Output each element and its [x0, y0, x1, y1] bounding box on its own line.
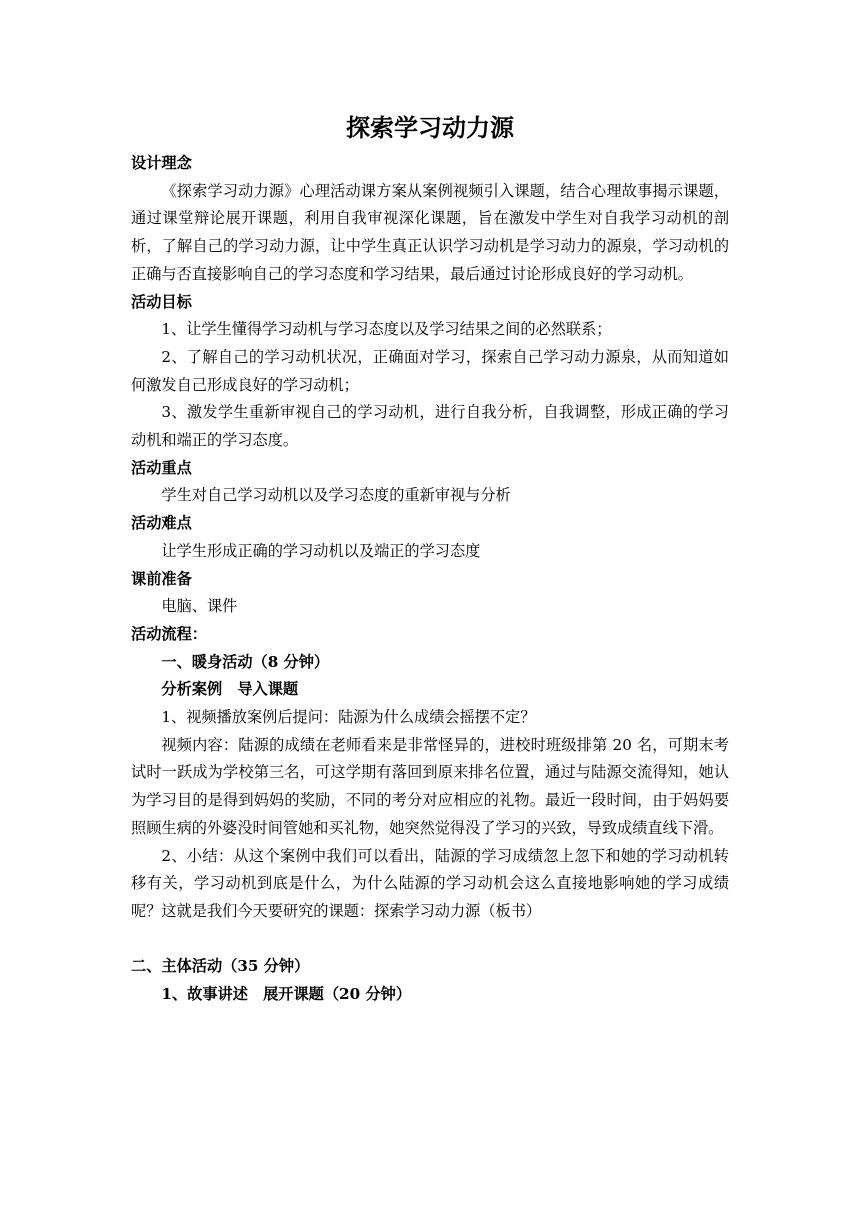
focus-heading: 活动重点	[131, 458, 192, 477]
prep-paragraph: 电脑、课件	[161, 597, 238, 616]
warmup-question: 1、视频播放案例后提问：陆源为什么成绩会摇摆不定？	[161, 708, 536, 727]
goal-item-2: 2、了解自己的学习动机状况，正确面对学习，探索自己学习动力源泉，从而知道如何激发自己形成良好的学习动机；	[131, 347, 729, 394]
goal-item-3: 3、激发学生重新审视自己的学习动机，进行自我分析，自我调整，形成正确的学习动机和端正的学习态度。	[131, 403, 729, 450]
summary-paragraph: 2、小结：从这个案例中我们可以看出，陆源的学习成绩忽上忽下和她的学习动机转移有关，学习动机到底是什么，为什么陆源的学习动机会这么直接地影响她的学习成绩呢？这就是我们今天要研究的课题：探索学习动力源（板书）	[131, 846, 729, 920]
focus-paragraph: 学生对自己学习动机以及学习态度的重新审视与分析	[161, 486, 511, 505]
prep-heading: 课前准备	[131, 569, 192, 588]
blank-line	[131, 926, 729, 954]
goal-heading: 活动目标	[131, 292, 192, 311]
process-heading: 活动流程：	[131, 624, 207, 643]
main-activity-subheading: 1、故事讲述 展开课题（20 分钟）	[161, 985, 412, 1004]
main-activity-heading: 二、主体活动（35 分钟）	[131, 957, 310, 976]
difficulty-paragraph: 让学生形成正确的学习动机以及端正的学习态度	[161, 541, 481, 560]
warmup-heading: 一、暖身活动（8 分钟）	[161, 652, 330, 671]
video-content-paragraph: 视频内容：陆源的成绩在老师看来是非常怪异的，进校时班级排第 20 名，可期末考试时一跃成为学校第三名，可这学期有落回到原来排名位置，通过与陆源交流得知，她认为学习目的是得到妈妈的奖励，不同的考分对应相应的礼物。最近一段时间，由于妈妈要照顾生病的外婆没时间管她和买礼物，她突然觉得没了学习的兴致，导致成绩直线下滑。	[131, 735, 729, 837]
design-paragraph: 《探索学习动力源》心理活动课方案从案例视频引入课题，结合心理故事揭示课题，通过课堂辩论展开课题，利用自我审视深化课题，旨在激发中学生对自我学习动机的剖析，了解自己的学习动力源，让中学生真正认识学习动机是学习动力的源泉，学习动机的正确与否直接影响自己的学习态度和学习结果，最后通过讨论形成良好的学习动机。	[131, 181, 729, 283]
document-body	[131, 150, 729, 1009]
document-title: 探索学习动力源	[346, 114, 514, 142]
difficulty-heading: 活动难点	[131, 514, 192, 533]
goal-item-1: 1、让学生懂得学习动机与学习态度以及学习结果之间的必然联系；	[161, 320, 612, 339]
design-heading: 设计理念	[131, 154, 192, 172]
warmup-subheading: 分析案例 导入课题	[161, 680, 299, 699]
